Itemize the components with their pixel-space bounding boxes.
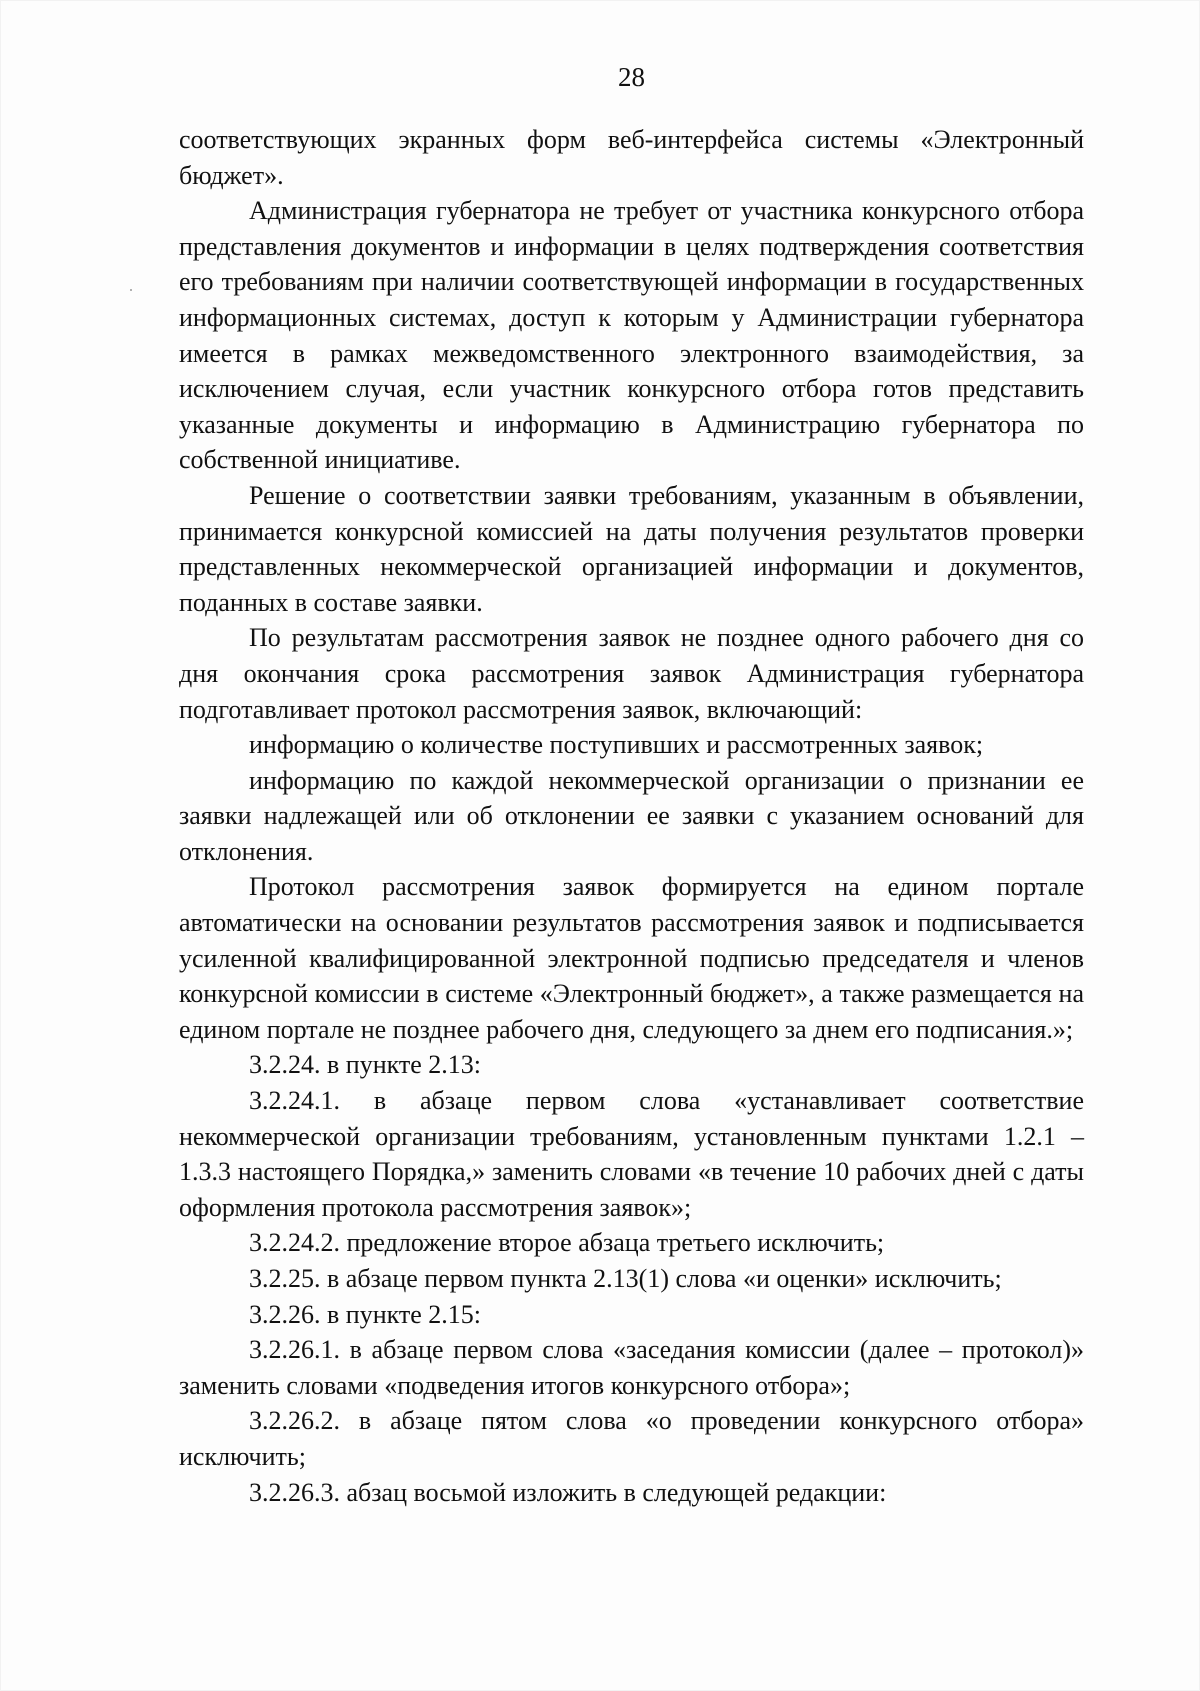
paragraph: 3.2.26.3. абзац восьмой изложить в следующей редакции: bbox=[249, 1477, 887, 1507]
paragraph: Протокол рассмотрения заявок формируется на едином портале автоматически на основании результатов рассмотрения заявок и подписывается усиленной квалифицированной электронной подписью председателя и членов конкурсной комиссии в системе «Электронный бюджет», а также размещается на едином портале не позднее рабочего дня, следующего за днем его подписания.»; bbox=[179, 872, 1084, 1044]
paragraph: 3.2.26.2. в абзаце пятом слова «о проведении конкурсного отбора» исключить; bbox=[179, 1406, 1084, 1471]
page-number: 28 bbox=[618, 62, 645, 92]
paragraph: информацию по каждой некоммерческой организации о признании ее заявки надлежащей или об отклонении ее заявки с указанием оснований для отклонения. bbox=[179, 765, 1084, 866]
paragraph: 3.2.26. в пункте 2.15: bbox=[249, 1299, 482, 1329]
paragraph: соответствующих экранных форм веб-интерфейса системы «Электронный бюджет». bbox=[179, 125, 1084, 190]
paragraph: 3.2.24.2. предложение второе абзаца третьего исключить; bbox=[249, 1228, 885, 1258]
paragraph: Администрация губернатора не требует от участника конкурсного отбора представления документов и информации в целях подтверждения соответствия его требованиям при наличии соответствующей информации в государственных информационных системах, доступ к которым у Администрации губернатора имеется в рамках межведомственного электронного взаимодействия, за исключением случая, если участник конкурсного отбора готов представить указанные документы и информацию в Администрацию губернатора по собственной инициативе. bbox=[179, 196, 1084, 475]
document-body bbox=[179, 122, 1084, 1510]
scan-speck bbox=[130, 289, 132, 291]
paragraph: По результатам рассмотрения заявок не позднее одного рабочего дня со дня окончания срока рассмотрения заявок Администрация губернатора подготавливает протокол рассмотрения заявок, включающий: bbox=[179, 623, 1084, 724]
paragraph: 3.2.24.1. в абзаце первом слова «устанавливает соответствие некоммерческой организации требованиям, установленным пунктами 1.2.1 – 1.3.3 настоящего Порядка,» заменить словами «в течение 10 рабочих дней с даты оформления протокола рассмотрения заявок»; bbox=[179, 1086, 1084, 1222]
paragraph: 3.2.24. в пункте 2.13: bbox=[249, 1050, 482, 1080]
paragraph: 3.2.25. в абзаце первом пункта 2.13(1) слова «и оценки» исключить; bbox=[249, 1264, 1002, 1293]
paragraph: информацию о количестве поступивших и рассмотренных заявок; bbox=[249, 730, 984, 760]
paragraph: Решение о соответствии заявки требованиям, указанным в объявлении, принимается конкурсной комиссией на даты получения результатов проверки представленных некоммерческой организацией информации и документов, поданных в составе заявки. bbox=[179, 480, 1084, 617]
paragraph: 3.2.26.1. в абзаце первом слова «заседания комиссии (далее – протокол)» заменить словами «подведения итогов конкурсного отбора»; bbox=[179, 1335, 1084, 1400]
